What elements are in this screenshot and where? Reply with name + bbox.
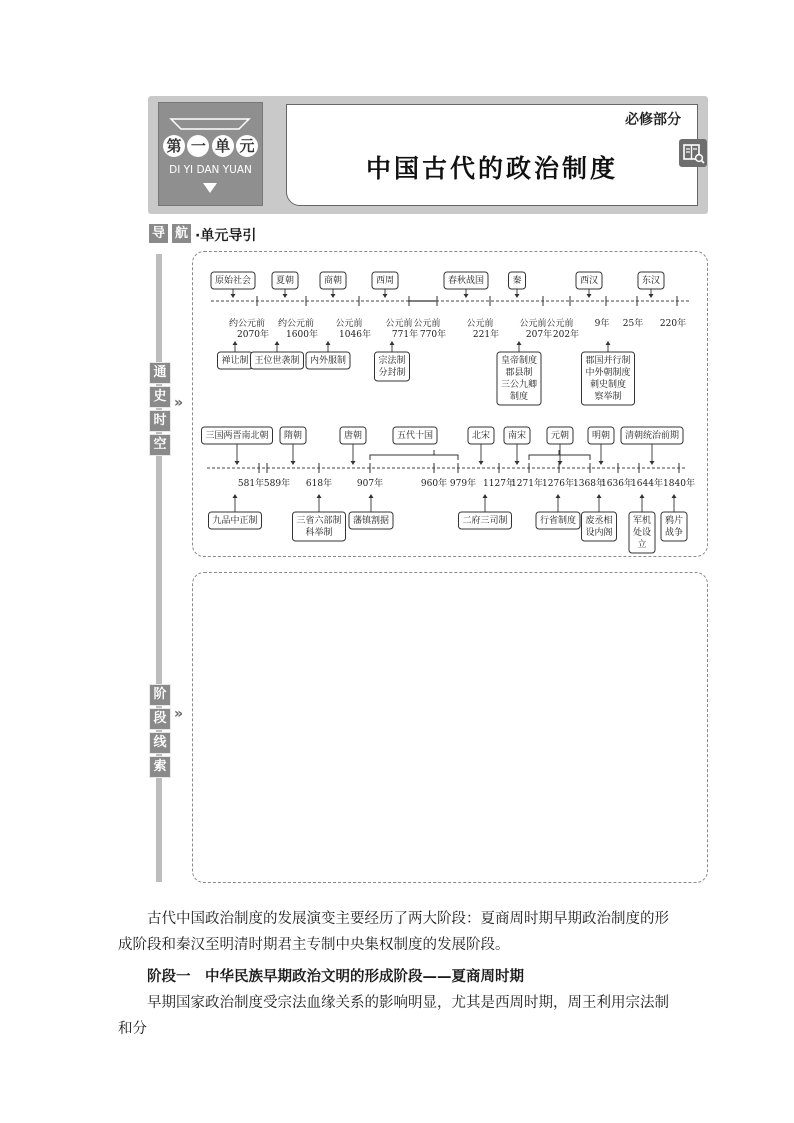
date-label: 25年 [622,319,644,329]
system-label-text: 禅让制 [221,356,249,366]
date-label: 公元前 [519,319,547,329]
system-label-text: 鸦片 [664,516,684,526]
system-label-text: 皇帝制度 [500,356,538,366]
date-label: 公元前 [385,319,413,329]
date-label: 9年 [594,319,610,329]
system-label-text: 宗法制 [378,356,406,366]
era-label-text: 西周 [375,276,395,286]
system-label-text: 处设 [632,528,652,538]
unit-title-box [286,104,698,206]
era-arrow-head [479,461,484,465]
section-label: ·单元导引 [195,228,257,244]
system-label-text: 战争 [664,528,684,538]
date-label: 1127年 [483,479,515,489]
system-label-text: 王位世袭制 [254,356,300,366]
system-arrow-head [317,494,322,498]
system-label-text: 郡国并行制 [585,356,631,366]
required-tag: 必修部分 [625,112,681,128]
system-label-text: 科举制 [305,528,333,538]
era-label-text: 唐朝 [343,431,363,441]
unit-char: 单 [212,135,234,157]
date-label: 1840年 [663,479,695,489]
rail-char: 阶 [149,684,171,706]
system-arrow-head [640,494,645,498]
intro-paragraph: 古代中国政治制度的发展演变主要经历了两大阶段：夏商周时期早期政治制度的形成阶段和秦汉至明清时期君主专制中央集权制度的发展阶段。 [118,911,669,953]
date-label: 公元前 [546,319,574,329]
system-label-text: 三公九卿 [500,380,538,390]
timeline-diagram [193,252,707,556]
era-label-text: 南宋 [507,431,527,441]
system-label-text: 立 [637,540,647,550]
system-label-text: 设内阁 [585,528,613,538]
date-label: 公元前 [413,319,441,329]
date-label: 207年 [525,330,553,340]
system-label-text: 刺史制度 [589,380,627,390]
era-arrow-head [351,461,356,465]
era-label-text: 明朝 [591,431,611,441]
system-label-text: 二府三司制 [462,516,508,526]
era-arrow-head [650,461,655,465]
section-chip: 导 [149,224,168,243]
system-label-text: 三省六部制 [296,516,342,526]
date-label: 公元前 [466,319,494,329]
era-arrow-head [464,294,469,298]
date-label: 907年 [356,479,384,489]
unit-char: 元 [236,135,258,157]
book-icon [679,139,707,167]
date-label: 221年 [472,330,500,340]
date-label: 1600年 [286,330,318,340]
date-label: 1046年 [339,330,371,340]
date-label: 1368年 [573,479,605,489]
date-label: 约公元前 [277,319,315,329]
date-label: 1644年 [631,479,663,489]
system-arrow-head [369,494,374,498]
system-arrow-head [597,494,602,498]
stage-heading [118,964,678,990]
system-label-text: 内外服制 [309,356,347,366]
date-label: 202年 [552,330,580,340]
era-label-text: 秦 [512,276,522,286]
system-label-text: 制度 [509,392,529,402]
era-label-text: 三国两晋南北朝 [205,431,269,441]
unit-char: 第 [163,135,185,157]
era-label-text: 商朝 [323,276,343,286]
date-label: 公元前 [335,319,363,329]
date-label: 1636年 [601,479,633,489]
date-label: 770年 [419,330,447,340]
era-label-text: 西汉 [579,276,599,286]
rail-char: 史 [149,386,171,408]
era-label-text: 北宋 [471,431,491,441]
system-label-text: 中外朝制度 [585,368,631,378]
era-label-text: 东汉 [641,276,661,286]
era-label-text: 元朝 [550,431,570,441]
system-arrow-head [483,494,488,498]
stage-paragraph: 早期国家政治制度受宗法血缘关系的影响明显，尤其是西周时期，周王利用宗法制和分 [118,995,669,1037]
timeline-panel [192,251,708,557]
system-arrow-head [275,341,280,345]
system-arrow-head [672,494,677,498]
section-chip: 航 [172,224,191,243]
era-label-text: 夏朝 [275,276,295,286]
brace-wudai [370,450,458,460]
era-label-text: 五代十国 [396,431,434,441]
system-arrow-head [233,341,238,345]
system-arrow-head [606,341,611,345]
era-arrow-head [235,461,240,465]
system-arrow-head [556,494,561,498]
system-label-text: 郡县制 [505,368,533,378]
unit-pinyin: DI YI DAN YUAN [169,164,252,176]
stage-clues-panel [192,572,708,883]
era-arrow-head [383,294,388,298]
rail-char: 空 [149,434,171,456]
date-label: 1271年 [511,479,543,489]
left-rail [156,254,162,882]
system-label-text: 分封制 [378,368,406,378]
unit-banner [148,96,708,214]
system-arrow-head [517,341,522,345]
double-chevron-icon: » [174,706,184,722]
date-label: 2070年 [237,330,269,340]
era-arrow-head [649,294,654,298]
system-arrow-head [326,341,331,345]
rail-char: 线 [149,732,171,754]
double-chevron-icon: » [174,395,184,411]
era-arrow-head [231,294,236,298]
system-label-text: 行省制度 [539,516,577,526]
era-arrow-head [283,294,288,298]
rail-label-clues [149,684,171,780]
era-arrow-head [558,461,563,465]
date-label: 979年 [449,479,477,489]
era-label-text: 隋朝 [283,431,303,441]
system-arrow-head [233,494,238,498]
date-label: 589年 [263,479,291,489]
era-arrow-head [515,294,520,298]
era-label-text: 清朝统治前期 [624,431,680,441]
date-label: 618年 [305,479,333,489]
date-label: 771年 [391,330,419,340]
date-label: 约公元前 [228,319,266,329]
rail-char: 时 [149,410,171,432]
era-label-text: 春秋战国 [447,276,485,286]
system-arrow-head [390,341,395,345]
page-title: 中国古代的政治制度 [365,154,618,183]
system-label-text: 九品中正制 [212,516,258,526]
era-arrow-head [515,461,520,465]
era-arrow-head [331,294,336,298]
rail-label-timeline [149,362,171,458]
rail-char: 通 [149,362,171,384]
system-label-text: 藩镇割据 [352,516,390,526]
unit-badge [158,102,263,206]
rail-char: 段 [149,708,171,730]
date-label: 220年 [659,319,687,329]
brace-yuan [529,450,590,460]
date-label: 581年 [237,479,265,489]
system-label-text: 废丞相 [585,516,613,526]
era-label-text: 原始社会 [214,276,252,286]
date-label: 1276年 [542,479,574,489]
unit-label [163,135,258,157]
system-label-text: 军机 [632,516,652,526]
era-arrow-head [599,461,604,465]
stage-heading-text: 阶段一 中华民族早期政治文明的形成阶段——夏商周时期 [147,969,524,985]
unit-char: 一 [187,135,209,157]
system-label-text: 察举制 [594,392,622,402]
era-arrow-head [587,294,592,298]
rail-char: 索 [149,756,171,778]
era-arrow-head [291,461,296,465]
date-label: 960年 [420,479,448,489]
